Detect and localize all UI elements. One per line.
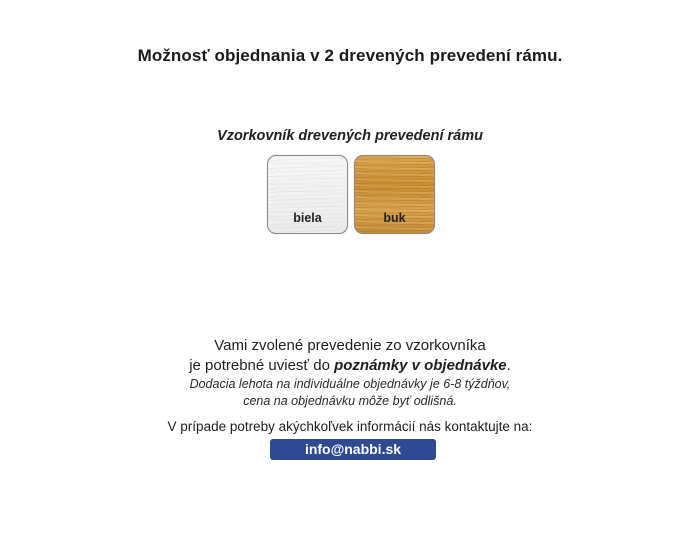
contact-line: V prípade potreby akýchkoľvek informácií nás kontaktujte na:	[167, 419, 533, 434]
info-block	[0, 336, 700, 436]
headline: Možnosť objednania v 2 drevených prevedení rámu.	[137, 46, 563, 65]
samples-title: Vzorkovník drevených prevedení rámu	[217, 128, 483, 144]
swatch-label-white: biela	[293, 211, 322, 225]
info-line-2	[0, 356, 700, 376]
swatch-white	[267, 155, 348, 234]
info-line-2-suffix: .	[506, 357, 511, 374]
swatch-group	[267, 155, 437, 235]
info-line-2-prefix: je potrebné uviesť do	[189, 357, 335, 374]
order-note-emphasis: poznámky v objednávke	[334, 357, 507, 374]
delivery-line-1: Dodacia lehota na individuálne objednávky je 6-8 týždňov,	[189, 377, 511, 391]
swatch-beech	[354, 155, 435, 234]
email-button[interactable]: info@nabbi.sk	[270, 439, 436, 460]
delivery-line-2: cena na objednávku môže byť odlišná.	[243, 394, 457, 408]
swatch-label-beech: buk	[383, 211, 406, 225]
info-line-1: Vami zvolené prevedenie zo vzorkovníka	[214, 337, 486, 354]
